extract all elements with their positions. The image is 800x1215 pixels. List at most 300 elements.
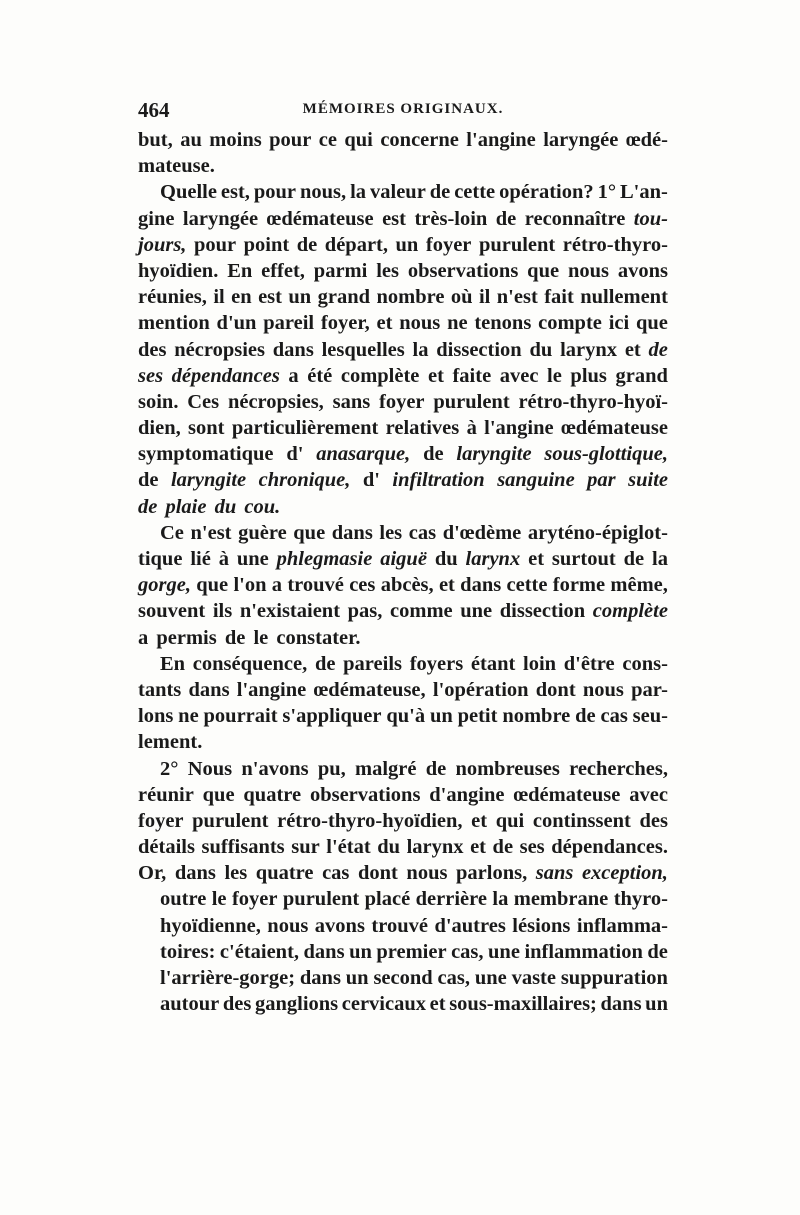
- word: qui: [344, 129, 373, 151]
- word: recherches,: [569, 757, 668, 780]
- word: dans: [600, 993, 642, 1016]
- word: est,: [220, 181, 250, 204]
- word: aryténo-épiglot-: [527, 521, 668, 544]
- word: et: [528, 548, 545, 570]
- word: le: [211, 888, 227, 911]
- word: cons-: [622, 652, 668, 675]
- word: mateuse.: [138, 155, 215, 178]
- word: hyoïdien.: [138, 259, 219, 282]
- word: le: [253, 626, 277, 649]
- word: cas,: [437, 967, 470, 989]
- word: tou-: [633, 207, 668, 230]
- text-line: [138, 886, 668, 912]
- word: un: [345, 967, 369, 989]
- page-number: 464: [138, 98, 170, 122]
- word: le: [547, 364, 562, 387]
- text-line: [138, 546, 668, 572]
- word: sans: [535, 862, 574, 885]
- word: purulent: [478, 233, 556, 256]
- word: parmi: [313, 259, 368, 282]
- word: a: [271, 574, 283, 597]
- word: un: [349, 940, 372, 963]
- word: plaie: [165, 495, 215, 518]
- word: effet,: [261, 259, 305, 282]
- word: ce: [318, 129, 337, 151]
- word: ne: [447, 312, 468, 335]
- word: derrière: [415, 888, 487, 911]
- word: foyer: [138, 809, 184, 832]
- word: grand: [615, 364, 668, 387]
- word: dans: [331, 521, 373, 544]
- word: et: [429, 993, 446, 1016]
- word: dans: [299, 967, 341, 989]
- word: toires:: [160, 940, 216, 963]
- word: dépendances: [171, 364, 280, 387]
- word: concerne: [380, 129, 459, 151]
- page-header: [138, 98, 668, 124]
- word: trouvé: [371, 914, 428, 937]
- text-line: [138, 494, 668, 520]
- word: et: [624, 338, 641, 361]
- word: forme: [552, 574, 606, 597]
- word: pourrait: [203, 705, 278, 728]
- word: anasarque,: [316, 443, 411, 466]
- word: purulent: [282, 888, 360, 911]
- word: où: [450, 286, 473, 309]
- text-line: [138, 520, 668, 546]
- word: de: [296, 233, 318, 256]
- word: avons: [314, 914, 365, 937]
- word: cette: [454, 181, 496, 204]
- word: du: [214, 495, 245, 518]
- word: et: [376, 312, 393, 335]
- word: dans: [460, 574, 502, 597]
- word: pas,: [347, 600, 383, 623]
- word: larynx: [465, 548, 521, 570]
- word: foyer: [379, 390, 425, 413]
- word: lésions: [512, 914, 571, 937]
- word: cas: [600, 705, 628, 728]
- text-line: [138, 258, 668, 284]
- word: sans: [332, 390, 371, 413]
- word: été: [307, 364, 333, 387]
- word: pour: [193, 233, 237, 256]
- word: nombre: [502, 705, 571, 728]
- word: n'avons: [241, 757, 309, 780]
- word: vaste: [511, 967, 556, 989]
- word: n'est: [190, 521, 232, 544]
- word: œdémateuse: [513, 783, 621, 806]
- word: de: [495, 207, 517, 230]
- word: nous,: [299, 181, 347, 204]
- word: un: [429, 705, 453, 728]
- word: l'arrière-gorge;: [160, 967, 296, 989]
- word: œdé-: [625, 129, 668, 151]
- word: placé: [364, 888, 411, 911]
- word: ils: [212, 600, 233, 623]
- text-line: [138, 913, 668, 939]
- word: premier: [376, 940, 447, 963]
- word: phlegmasie: [276, 548, 373, 570]
- word: en: [231, 286, 252, 309]
- word: l'état: [326, 836, 371, 859]
- word: ces: [349, 574, 376, 597]
- word: d'œdème: [442, 521, 522, 544]
- word: outre: [160, 888, 207, 911]
- word: que: [196, 574, 229, 597]
- text-line: [138, 467, 668, 493]
- word: dissection: [436, 338, 522, 361]
- word: d'autres: [434, 914, 506, 937]
- word: cas: [408, 521, 437, 544]
- word: il: [213, 286, 225, 309]
- word: de: [492, 836, 514, 859]
- word: nous: [406, 862, 448, 885]
- word: rétro-thyro-hyoï-: [518, 390, 668, 413]
- word: purulent: [433, 390, 510, 413]
- word: c'étaient,: [219, 940, 300, 963]
- word: nous: [267, 914, 309, 937]
- word: mention: [138, 312, 210, 335]
- word: ses: [138, 364, 164, 387]
- word: de: [648, 338, 668, 361]
- word: abcès,: [380, 574, 434, 597]
- word: 1°: [597, 181, 617, 204]
- word: que: [293, 521, 326, 544]
- word: de: [647, 940, 668, 963]
- text-line: [138, 153, 668, 179]
- word: étant: [470, 652, 516, 675]
- word: du: [434, 548, 458, 570]
- text-line: [138, 127, 668, 153]
- word: petit: [457, 705, 498, 728]
- word: trouvé: [287, 574, 344, 597]
- word: la: [350, 181, 367, 204]
- word: départ,: [324, 233, 388, 256]
- text-line: [138, 782, 668, 808]
- word: exception,: [581, 862, 668, 885]
- word: laryngite: [456, 443, 532, 466]
- word: souvent: [138, 600, 206, 623]
- word: sont: [188, 417, 225, 440]
- word: est: [382, 207, 406, 230]
- word: pu,: [317, 757, 346, 780]
- word: membrane: [513, 888, 609, 911]
- word: suffisants: [201, 836, 285, 859]
- word: nullement: [580, 286, 668, 309]
- word: larynx: [560, 338, 618, 361]
- word: quatre: [255, 862, 314, 885]
- word: soin.: [138, 390, 179, 413]
- word: et: [427, 364, 444, 387]
- word: suite: [628, 469, 668, 492]
- word: n'existaient: [239, 600, 341, 623]
- word: lons: [138, 705, 174, 728]
- word: d'être: [563, 652, 615, 675]
- word: des: [639, 809, 668, 832]
- word: permis: [156, 626, 225, 649]
- word: ganglions: [254, 993, 339, 1016]
- word: à: [466, 417, 477, 440]
- word: dont: [357, 862, 398, 885]
- word: sous-maxillaires;: [449, 993, 597, 1016]
- word: ses: [519, 836, 545, 859]
- text-line: [138, 363, 668, 389]
- word: du: [377, 836, 401, 859]
- word: d'un: [216, 312, 257, 335]
- word: compte: [538, 312, 602, 335]
- text-line: [138, 389, 668, 415]
- text-line: [138, 206, 668, 232]
- word: dont: [535, 678, 576, 701]
- word: L'an-: [620, 181, 668, 204]
- word: gorge,: [138, 574, 191, 597]
- word: d'angine: [429, 783, 505, 806]
- running-title: MÉMOIRES ORIGINAUX.: [302, 101, 504, 117]
- word: dans: [174, 862, 216, 885]
- body-text: [138, 127, 668, 1017]
- word: rétro-thyro-: [562, 233, 668, 256]
- text-line: [138, 860, 668, 886]
- word: Quelle: [160, 181, 217, 204]
- word: cervicaux: [341, 993, 427, 1016]
- word: rétro-thyro-hyoïdien,: [277, 809, 463, 832]
- word: des: [222, 993, 252, 1016]
- text-line: [138, 651, 668, 677]
- text-line: [138, 808, 668, 834]
- word: par-: [631, 678, 668, 701]
- word: conséquence,: [192, 652, 308, 675]
- word: comme: [390, 600, 453, 623]
- word: suppuration: [560, 967, 668, 989]
- word: de: [314, 652, 336, 675]
- word: purulent: [192, 809, 269, 832]
- word: pareil: [263, 312, 315, 335]
- word: nécropsies: [174, 338, 265, 361]
- text-line: [138, 598, 668, 624]
- word: chronique,: [258, 469, 351, 492]
- word: parlons,: [456, 862, 528, 885]
- word: nous: [399, 312, 441, 335]
- word: infiltration: [392, 469, 485, 492]
- word: de: [425, 757, 447, 780]
- word: l'opération: [432, 678, 529, 701]
- word: moins: [209, 129, 262, 151]
- text-line: [138, 729, 668, 755]
- word: et: [471, 809, 488, 832]
- word: œdémateuse: [560, 417, 668, 440]
- word: opération?: [499, 181, 594, 204]
- word: a: [288, 364, 299, 387]
- word: même,: [610, 574, 668, 597]
- word: hyoïdienne,: [160, 914, 261, 937]
- text-line: [138, 572, 668, 598]
- word: à: [218, 548, 229, 570]
- word: l'on: [233, 574, 267, 597]
- word: des: [138, 338, 167, 361]
- word: dans: [188, 678, 230, 701]
- text-line: [138, 677, 668, 703]
- word: une: [474, 967, 507, 989]
- word: symptomatique: [138, 443, 274, 466]
- word: dépendances.: [551, 836, 668, 859]
- word: second: [373, 967, 433, 989]
- word: surtout: [551, 548, 616, 570]
- text-line: [138, 310, 668, 336]
- word: cas: [322, 862, 350, 885]
- word: En: [227, 259, 253, 282]
- word: s'appliquer: [282, 705, 382, 728]
- word: dans: [272, 338, 314, 361]
- word: l'angine: [236, 678, 307, 701]
- text-line: [138, 991, 668, 1017]
- word: Ces: [187, 390, 220, 413]
- word: observations: [309, 783, 421, 806]
- text-line: [138, 625, 668, 651]
- word: thyro-: [613, 888, 668, 911]
- word: nous: [567, 259, 609, 282]
- word: avons: [617, 259, 668, 282]
- word: dans: [303, 940, 345, 963]
- word: fait: [544, 286, 574, 309]
- word: tique: [138, 548, 183, 570]
- word: de: [138, 469, 159, 492]
- word: les: [376, 259, 399, 282]
- word: pour: [253, 181, 297, 204]
- word: l'angine: [466, 129, 536, 151]
- word: d': [286, 443, 304, 466]
- word: les: [379, 521, 403, 544]
- text-line: [138, 415, 668, 441]
- text-line: [138, 834, 668, 860]
- word: particulièrement: [231, 417, 379, 440]
- word: jours,: [138, 233, 187, 256]
- word: un: [645, 993, 668, 1016]
- word: est: [258, 286, 282, 309]
- word: d': [362, 469, 380, 492]
- word: et: [438, 574, 455, 597]
- word: loin: [523, 652, 557, 675]
- word: grand: [317, 286, 371, 309]
- text-line: [138, 703, 668, 729]
- word: reconnaître: [524, 207, 626, 230]
- word: observations: [407, 259, 519, 282]
- word: de: [224, 626, 254, 649]
- word: la: [652, 548, 668, 570]
- word: but,: [138, 129, 173, 151]
- word: la: [412, 338, 429, 361]
- word: sur: [291, 836, 320, 859]
- word: et: [470, 836, 486, 859]
- word: les: [224, 862, 248, 885]
- word: laryngée: [543, 129, 619, 151]
- word: nous: [582, 678, 624, 701]
- word: de: [623, 548, 645, 570]
- word: foyer,: [320, 312, 370, 335]
- word: par: [587, 469, 616, 492]
- word: Or,: [138, 862, 167, 885]
- word: constater.: [276, 626, 361, 649]
- word: du: [529, 338, 553, 361]
- word: foyers: [409, 652, 464, 675]
- word: pareils: [343, 652, 402, 675]
- word: très-loin: [414, 207, 488, 230]
- word: avec: [629, 783, 668, 806]
- word: aiguë: [380, 548, 427, 570]
- word: que: [527, 259, 560, 282]
- word: laryngite: [170, 469, 247, 492]
- word: une: [488, 940, 520, 963]
- word: quatre: [243, 783, 302, 806]
- word: nombreuses: [455, 757, 560, 780]
- word: seu-: [632, 705, 668, 728]
- text-line: [138, 179, 668, 205]
- word: que: [635, 312, 668, 335]
- text-line: [138, 284, 668, 310]
- word: complète: [592, 600, 668, 623]
- text-line: [138, 337, 668, 363]
- word: n'est: [496, 286, 538, 309]
- word: lesquelles: [321, 338, 405, 361]
- word: réunir: [138, 783, 194, 806]
- word: réunies,: [138, 286, 207, 309]
- word: a: [138, 626, 157, 649]
- word: tants: [138, 678, 182, 701]
- word: inflamma-: [576, 914, 668, 937]
- text-line: [138, 232, 668, 258]
- word: dissection: [499, 600, 586, 623]
- word: de: [575, 705, 596, 728]
- word: ici: [608, 312, 630, 335]
- word: l'angine: [484, 417, 554, 440]
- word: cou.: [244, 495, 281, 518]
- word: il: [478, 286, 491, 309]
- word: guère: [238, 521, 287, 544]
- text-line: [138, 441, 668, 467]
- word: laryngée: [182, 207, 259, 230]
- word: faite: [452, 364, 492, 387]
- word: qui: [495, 809, 525, 832]
- word: larynx: [406, 836, 464, 859]
- text-line: [138, 965, 668, 991]
- word: la: [492, 888, 509, 911]
- word: Ce: [160, 521, 184, 544]
- word: gine: [138, 207, 175, 230]
- word: de: [138, 495, 166, 518]
- word: sous-glottique,: [544, 443, 668, 466]
- word: de: [429, 181, 451, 204]
- word: foyer: [231, 888, 278, 911]
- word: inflammation: [524, 940, 643, 963]
- word: Nous: [187, 757, 233, 780]
- word: au: [180, 129, 202, 151]
- text-line: [138, 756, 668, 782]
- word: une: [460, 600, 493, 623]
- word: un: [288, 286, 312, 309]
- word: de: [423, 443, 444, 466]
- word: nécropsies,: [227, 390, 324, 413]
- word: dien,: [138, 417, 181, 440]
- text-line: [138, 939, 668, 965]
- word: ne: [178, 705, 199, 728]
- word: malgré: [355, 757, 417, 780]
- word: sanguine: [497, 469, 575, 492]
- word: nombre: [376, 286, 445, 309]
- word: valeur: [370, 181, 426, 204]
- word: En: [160, 652, 186, 675]
- word: point: [243, 233, 290, 256]
- word: qu'à: [386, 705, 426, 728]
